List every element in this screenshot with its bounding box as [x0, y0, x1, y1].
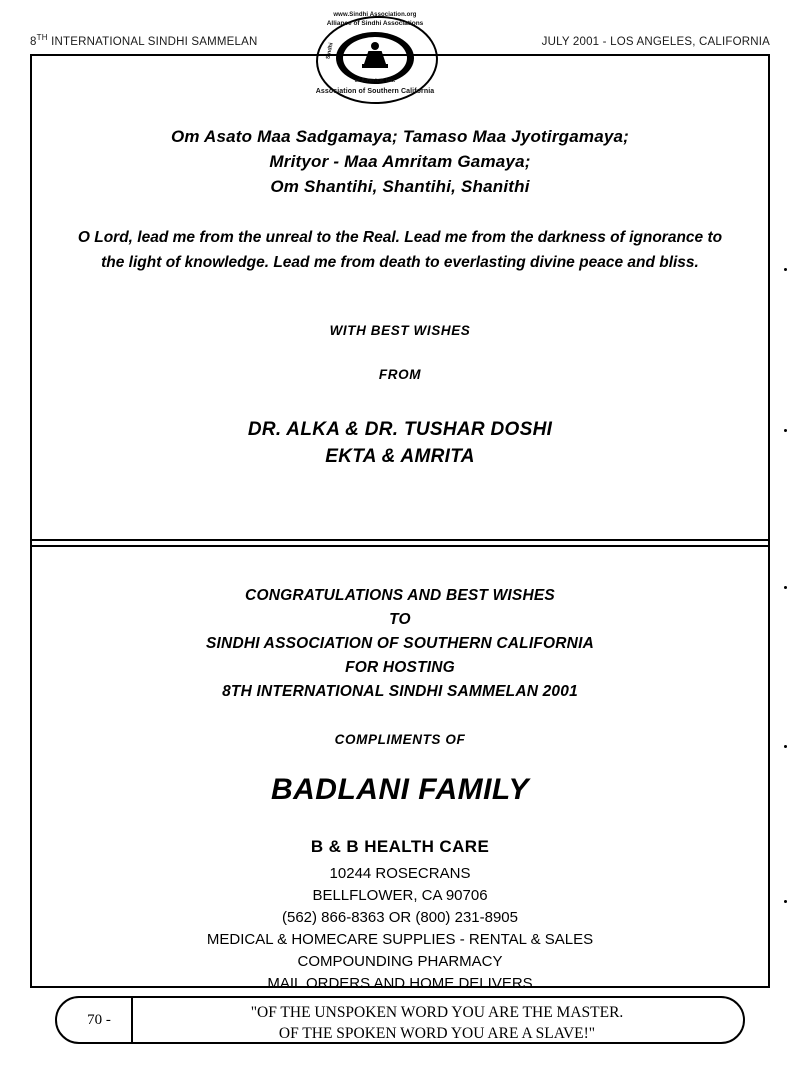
header-left-title: INTERNATIONAL SINDHI SAMMELAN: [47, 35, 258, 48]
congrats-line-5: 8TH INTERNATIONAL SINDHI SAMMELAN 2001: [222, 683, 578, 700]
footer-quote-line-1: "OF THE UNSPOKEN WORD YOU ARE THE MASTER.: [250, 1004, 624, 1021]
donor-line-1: DR. ALKA & DR. TUSHAR DOSHI: [247, 419, 553, 440]
donor-names: [32, 416, 768, 470]
header-left: [30, 33, 258, 48]
scan-speck: [784, 900, 787, 903]
congrats-line-3: SINDHI ASSOCIATION OF SOUTHERN CALIFORNIA: [206, 635, 594, 652]
sanskrit-line-1: Om Asato Maa Sadgamaya; Tamaso Maa Jyotirgamaya;: [170, 127, 630, 146]
logo-url-text: www.Sindhi Association.org: [333, 12, 417, 18]
scan-speck: [784, 745, 787, 748]
footer-quote-line-2: OF THE SPOKEN WORD YOU ARE A SLAVE!": [278, 1025, 596, 1042]
logo-bottom-arc-text: Association of Southern California: [315, 88, 435, 95]
top-ad-panel: [32, 56, 768, 537]
header-left-number: 8: [30, 35, 37, 48]
congrats-line-1: CONGRATULATIONS AND BEST WISHES: [245, 587, 555, 604]
header-right: JULY 2001 - LOS ANGELES, CALIFORNIA: [541, 35, 770, 48]
page-footer: [55, 996, 745, 1044]
scan-speck: [784, 268, 787, 271]
scan-speck: [784, 429, 787, 432]
sanskrit-line-2: Mrityor - Maa Amritam Gamaya;: [269, 152, 531, 171]
address-line-1: 10244 ROSECRANS: [329, 865, 471, 882]
congrats-line-4: FOR HOSTING: [345, 659, 455, 676]
congrats-line-2: TO: [389, 611, 411, 628]
header-left-superscript: TH: [36, 33, 48, 42]
address-line-5: COMPOUNDING PHARMACY: [297, 953, 503, 970]
footer-quote: [137, 1002, 737, 1044]
address-line-3: (562) 866-8363 OR (800) 231-8905: [282, 909, 518, 926]
footer-inner: [57, 998, 743, 1042]
scan-speck: [784, 586, 787, 589]
bottom-ad-panel: [32, 548, 768, 992]
address-line-4: MEDICAL & HOMECARE SUPPLIES - RENTAL & SALES: [206, 931, 594, 948]
from-label: FROM: [378, 367, 422, 382]
address-line-6: MAIL ORDERS AND HOME DELIVERS: [267, 975, 533, 992]
logo-left-text: Sindhi: [325, 42, 335, 60]
logo-figure-head: [371, 42, 379, 50]
family-name: BADLANI FAMILY: [270, 773, 530, 806]
compliments-label: COMPLIMENTS OF: [334, 732, 466, 747]
sanskrit-prayer: [32, 124, 768, 199]
page-number: 70 -: [87, 1012, 111, 1028]
donor-line-2: EKTA & AMRITA: [325, 446, 475, 467]
with-best-wishes-label: WITH BEST WISHES: [329, 323, 471, 338]
business-address: [32, 863, 768, 995]
sanskrit-line-3: Om Shantihi, Shantihi, Shanithi: [270, 177, 530, 196]
address-line-2: BELLFLOWER, CA 90706: [312, 887, 488, 904]
panel-divider-top: [30, 539, 770, 541]
logo-mid-text: of America, Inc.: [354, 78, 396, 84]
business-name: B & B HEALTH CARE: [310, 837, 490, 856]
congratulations-message: [32, 584, 768, 704]
footer-divider: [131, 998, 133, 1042]
logo-top-arc-text: Alliance of Sindhi Associations: [326, 20, 424, 27]
panel-divider-bottom: [30, 545, 770, 547]
prayer-translation: O Lord, lead me from the unreal to the Real. Lead me from the darkness of ignorance to the light of knowledge. Lead me from death to everlasting divine peace and bliss.: [77, 229, 723, 271]
